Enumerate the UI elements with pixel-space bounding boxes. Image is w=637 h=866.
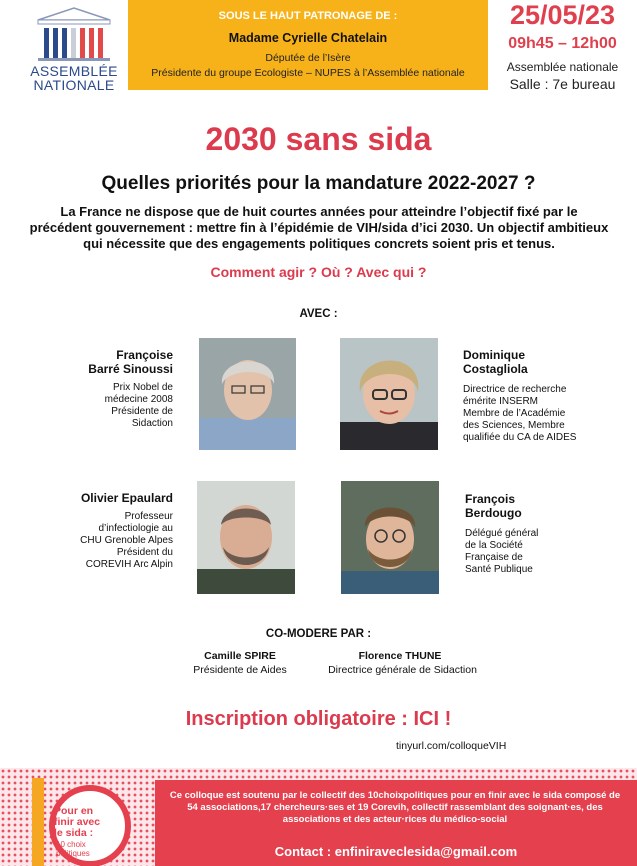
speaker-1-desc [60, 382, 173, 430]
patronage-name: Madame Cyrielle Chatelain [228, 31, 388, 45]
10-choix-politiques-logo [30, 776, 134, 866]
speaker-4-desc-line: Délégué général [465, 528, 539, 539]
event-room: Salle : 7e bureau [509, 76, 616, 92]
inscription-link[interactable]: Inscription obligatoire : ICI ! [185, 708, 452, 730]
badge-text [54, 806, 100, 839]
speaker-2-desc [463, 384, 613, 444]
speaker-2-name-line-1: Dominique [463, 348, 525, 362]
speaker-4-desc-line: de la Société [465, 540, 523, 551]
speaker-1-desc-line: Présidente de [111, 406, 173, 417]
speaker-4-desc-line: Santé Publique [465, 564, 533, 575]
speaker-1-name-line-1: Françoise [116, 348, 173, 362]
footer-contact-email[interactable]: Contact : enfiniraveclesida@gmail.com [274, 844, 518, 859]
speaker-4-name-line-2: Berdougo [465, 506, 522, 520]
footer-panel [155, 780, 637, 866]
logo-text [22, 64, 126, 92]
speaker-3-name-line-1: Olivier Epaulard [80, 491, 173, 505]
patronage-heading: SOUS LE HAUT PATRONAGE DE : [218, 10, 398, 22]
avec-label: AVEC : [299, 308, 338, 320]
speaker-4-name [465, 492, 605, 520]
speaker-2-name [463, 348, 603, 376]
speaker-2-photo [340, 338, 438, 450]
patronage-role-1: Députée de l’Isère [265, 52, 351, 64]
speaker-2-desc-line: qualifiée du CA de AIDES [463, 432, 577, 443]
speaker-1-name [60, 348, 173, 376]
speaker-2-desc-line: Membre de l’Académie [463, 408, 566, 419]
moderator-1-name: Camille SPIRE [204, 650, 276, 662]
intro-paragraph: La France ne dispose que de huit courtes années pour atteindre l’objectif fixé par le précédent gouvernement : mettre fin à l’épidémie de VIH/sida d’ici 2030. Un objectif ambitieux qui nécessite que des engagements politiques concrets soient pris et tenus. [29, 204, 609, 251]
badge-sub-line-1: 10 choix [56, 840, 86, 849]
badge-sub-line-2: politiques [56, 849, 90, 858]
speaker-2-desc-line: émérite INSERM [463, 396, 539, 407]
logo-line-2: NATIONALE [33, 77, 115, 93]
speaker-3-desc-line: CHU Grenoble Alpes [80, 535, 173, 546]
badge-line-3: le sida : [54, 827, 94, 839]
speaker-3-desc-line: COREVIH Arc Alpin [85, 559, 173, 570]
event-venue: Assemblée nationale [506, 60, 619, 74]
moderator-2-name: Florence THUNE [358, 650, 442, 662]
comod-label: CO-MODERE PAR : [265, 628, 372, 640]
speaker-3-desc-line: Professeur [124, 511, 173, 522]
speaker-4-photo [341, 481, 439, 594]
assemblee-nationale-logo [22, 2, 126, 94]
badge-subtext [56, 840, 90, 858]
patronage-banner [128, 0, 488, 90]
logo-line-1: ASSEMBLÉE [30, 63, 118, 79]
speaker-3-desc-line: d’infectiologie au [98, 523, 173, 534]
registration-url[interactable]: tinyurl.com/colloqueVIH [396, 740, 507, 752]
speaker-3-photo [197, 481, 295, 594]
speaker-2-desc-line: des Sciences, Membre [463, 420, 565, 431]
speaker-4-desc [465, 528, 605, 576]
speaker-4-desc-line: Française de [465, 552, 523, 563]
speaker-4-name-line-1: François [465, 492, 516, 506]
event-time: 09h45 – 12h00 [508, 35, 617, 52]
call-question: Comment agir ? Où ? Avec qui ? [210, 264, 427, 280]
header [0, 0, 637, 96]
assemblee-building-icon [32, 6, 116, 62]
moderator-2-role: Directrice générale de Sidaction [328, 664, 477, 676]
badge-line-2: finir avec [54, 816, 101, 828]
patronage-role-2: Présidente du groupe Ecologiste – NUPES à l’Assemblée nationale [151, 67, 465, 79]
speaker-3-name [60, 491, 173, 505]
speaker-3-desc [50, 511, 173, 571]
page-title: 2030 sans sida [205, 121, 432, 157]
footer [0, 768, 637, 866]
moderator-1-role: Présidente de Aides [193, 664, 287, 676]
badge-line-1: Pour en [54, 805, 94, 817]
speaker-1-photo [199, 338, 296, 450]
speaker-1-desc-line: Prix Nobel de [112, 382, 173, 393]
event-info [488, 0, 637, 96]
footer-description: Ce colloque est soutenu par le collectif des 10choixpolitiques pour en finir avec le sida composé de 54 associations,17 chercheurs·ses et 19 Corevih, collectif rassemblant des soignant·es, des associations et des acteur·rices du médico-social [169, 790, 621, 825]
speaker-1-desc-line: Sidaction [131, 418, 173, 429]
speaker-2-desc-line: Directrice de recherche [463, 384, 567, 395]
speaker-3-desc-line: Président du [116, 547, 173, 558]
speaker-2-name-line-2: Costagliola [463, 362, 528, 376]
event-date: 25/05/23 [509, 0, 616, 30]
speaker-1-desc-line: médecine 2008 [104, 394, 173, 405]
page-subtitle: Quelles priorités pour la mandature 2022-2027 ? [101, 173, 536, 194]
speaker-1-name-line-2: Barré Sinoussi [88, 362, 173, 376]
